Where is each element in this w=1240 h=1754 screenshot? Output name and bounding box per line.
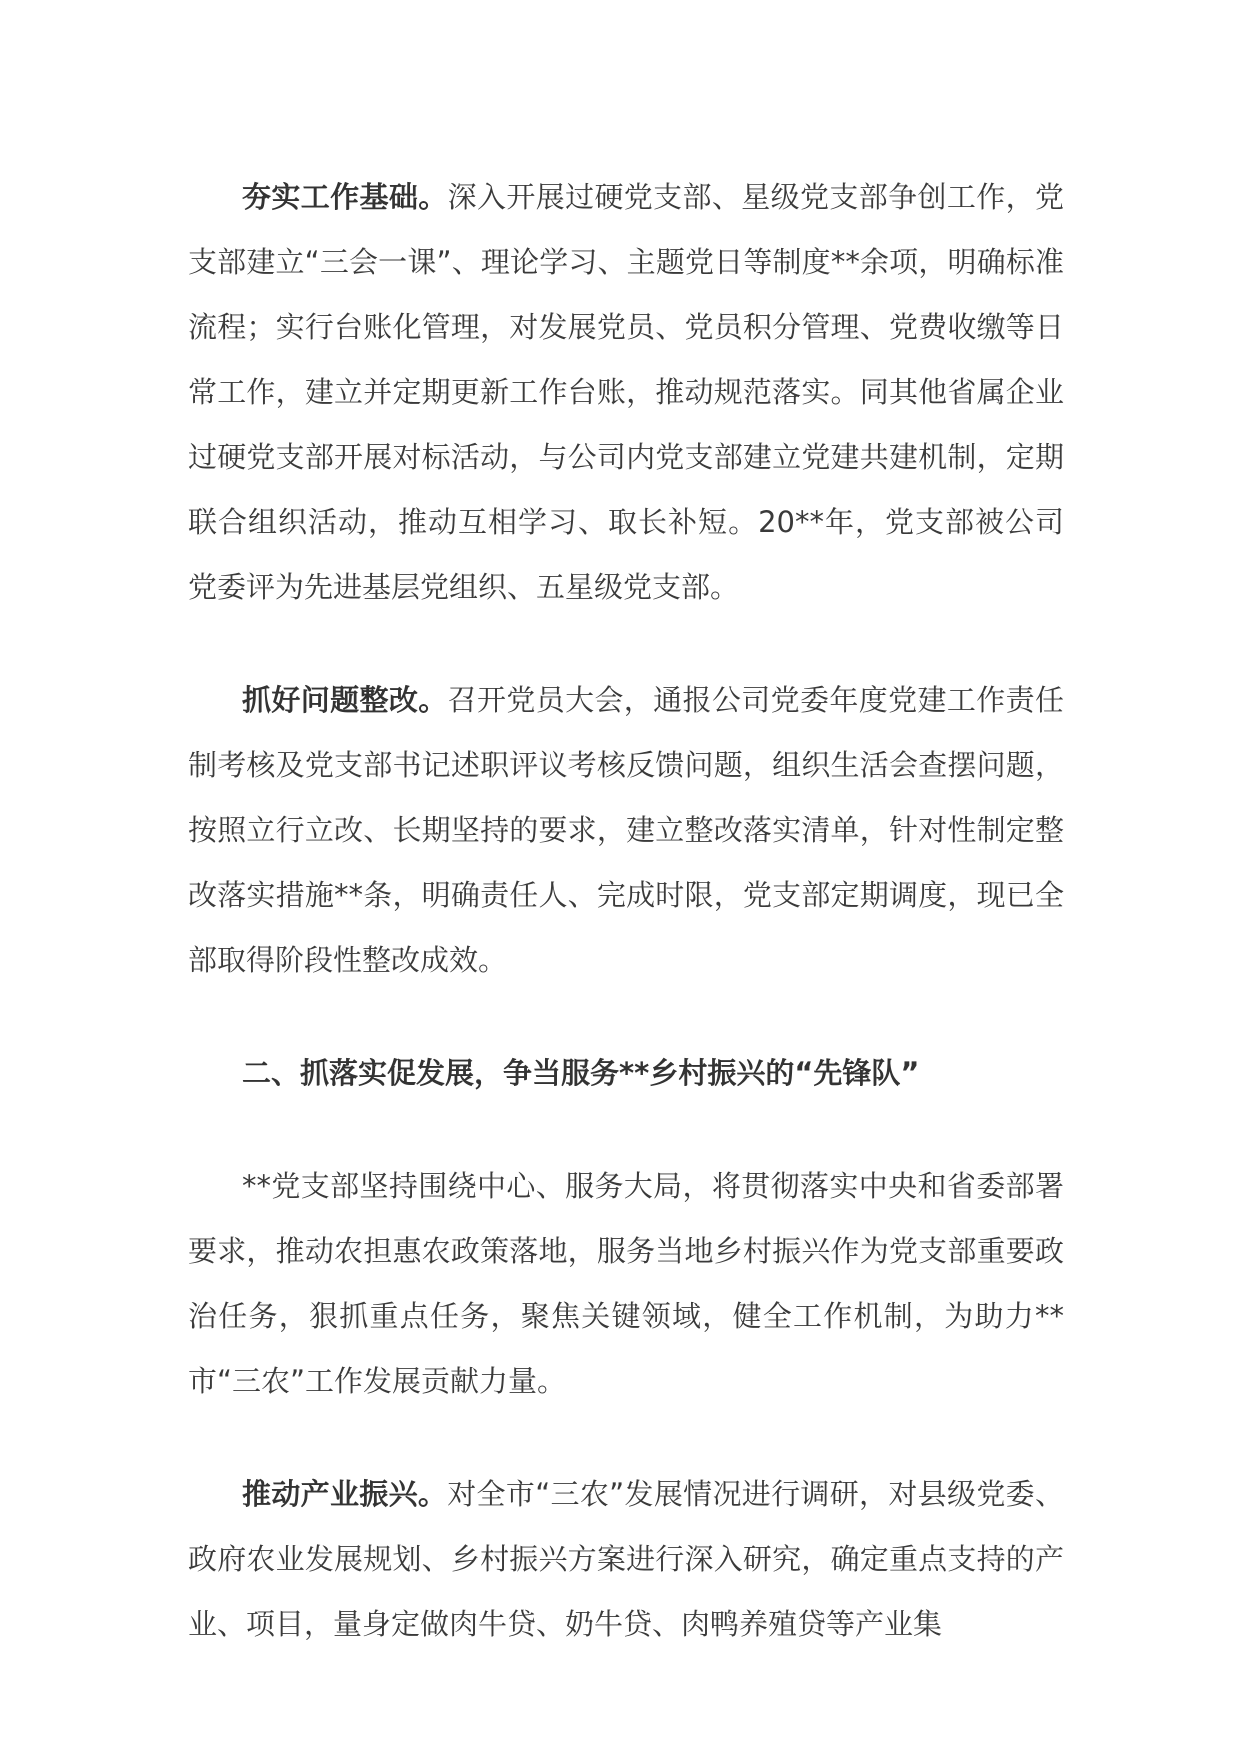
paragraph-text: 对全市“三农”发展情况进行调研，对县级党委、政府农业发展规划、乡村振兴方案进行深入研究，确定重点支持的产业、项目，量身定做肉牛贷、奶牛贷、肉鸭养殖贷等产业集 bbox=[188, 1477, 1064, 1641]
paragraph-work-foundation bbox=[188, 165, 1064, 620]
paragraph-industry-revitalization bbox=[188, 1462, 1064, 1657]
paragraph-lead: 推动产业振兴。 bbox=[242, 1477, 448, 1511]
paragraph-lead: 抓好问题整改。 bbox=[242, 683, 448, 717]
paragraph-lead: 夯实工作基础。 bbox=[242, 180, 448, 214]
section-heading: 二、抓落实促发展，争当服务**乡村振兴的“先锋队” bbox=[242, 1056, 920, 1090]
intro-paragraph: **党支部坚持围绕中心、服务大局，将贯彻落实中央和省委部署要求，推动农担惠农政策落地，服务当地乡村振兴作为党支部重要政治任务，狠抓重点任务，聚焦关键领域，健全工作机制，为助力**市“三农”工作发展贡献力量。 bbox=[188, 1169, 1064, 1398]
paragraph-text: 深入开展过硬党支部、星级党支部争创工作，党支部建立“三会一课”、理论学习、主题党日等制度**余项，明确标准流程；实行台账化管理，对发展党员、党员积分管理、党费收缴等日常工作，建立并定期更新工作台账，推动规范落实。同其他省属企业过硬党支部开展对标活动，与公司内党支部建立党建共建机制，定期联合组织活动，推动互相学习、取长补短。20**年，党支部被公司党委评为先进基层党组织、五星级党支部。 bbox=[188, 180, 1064, 604]
document-body bbox=[188, 165, 1064, 1705]
paragraph-text: 召开党员大会，通报公司党委年度党建工作责任制考核及党支部书记述职评议考核反馈问题，组织生活会查摆问题，按照立行立改、长期坚持的要求，建立整改落实清单，针对性制定整改落实措施**条，明确责任人、完成时限，党支部定期调度，现已全部取得阶段性整改成效。 bbox=[188, 683, 1064, 977]
paragraph-rectification bbox=[188, 668, 1064, 993]
